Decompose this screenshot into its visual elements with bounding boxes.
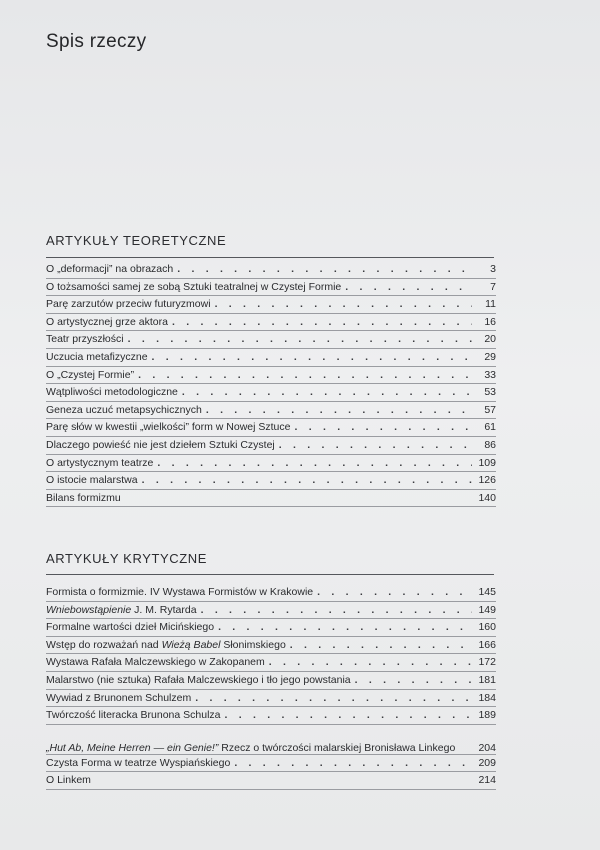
leader-dots <box>201 602 472 620</box>
entry-page: 33 <box>484 368 496 381</box>
leader-dots <box>157 455 472 473</box>
entry-title-wrap <box>46 637 286 655</box>
leader-dots <box>128 331 472 349</box>
entry-page: 126 <box>478 474 496 487</box>
toc-entry[interactable] <box>46 725 496 755</box>
leader-dots <box>218 619 472 637</box>
entry-page: 61 <box>484 421 496 434</box>
entry-title: Formista o formizmie. IV Wystawa Formistów w Krakowie <box>46 586 314 598</box>
entry-title: O „deformacji” na obrazach <box>46 263 174 275</box>
entry-title: Formalne wartości dzieł Micińskiego <box>46 621 215 634</box>
toc-entry[interactable] <box>46 279 496 297</box>
entry-page: 53 <box>484 386 496 399</box>
section-critical <box>46 551 496 790</box>
leader-dots <box>345 279 472 297</box>
leader-dots <box>215 296 472 314</box>
entry-title: Twórczość literacka Brunona Schulza <box>46 709 221 722</box>
toc-entry[interactable] <box>46 772 496 790</box>
page-title: Spis rzeczy <box>46 31 147 52</box>
leader-dots <box>279 437 472 455</box>
entry-page: 140 <box>478 491 496 504</box>
entry-title: Bilans formizmu <box>46 491 121 504</box>
entry-title: O artystycznym teatrze <box>46 456 154 469</box>
entry-page: 209 <box>478 756 496 769</box>
toc-entry[interactable] <box>46 472 496 490</box>
leader-dots <box>172 314 472 332</box>
entry-page: 29 <box>484 350 496 363</box>
toc-entry[interactable] <box>46 367 496 385</box>
entry-title-rest: Słonimskiego <box>220 638 286 651</box>
entry-page: 86 <box>484 438 496 451</box>
leader-dots <box>142 472 472 490</box>
toc-entry[interactable] <box>46 490 496 508</box>
entry-title: Czysta Forma w teatrze Wyspiańskiego <box>46 756 231 769</box>
toc-list <box>46 261 496 507</box>
toc-entry[interactable] <box>46 455 496 473</box>
entry-title-rest: Rzecz o twórczości malarskiej Bronisława Linkego <box>218 741 456 754</box>
entry-title-italic: Wieżą Babel <box>161 638 221 651</box>
entry-title: Uczucia metafizyczne <box>46 350 148 363</box>
toc-entry[interactable] <box>46 602 496 620</box>
leader-dots <box>177 261 472 279</box>
leader-dots <box>355 672 472 690</box>
entry-page: 16 <box>484 315 496 328</box>
leader-dots <box>290 637 472 655</box>
entry-page: 189 <box>478 709 496 722</box>
toc-entry[interactable] <box>46 261 496 279</box>
leader-dots <box>182 384 472 402</box>
entry-page: 3 <box>490 263 496 275</box>
entry-title: O „Czystej Formie” <box>46 368 135 381</box>
entry-title: O artystycznej grze aktora <box>46 315 168 328</box>
toc-entry[interactable] <box>46 331 496 349</box>
entry-page: 204 <box>478 741 496 754</box>
toc-entry[interactable] <box>46 384 496 402</box>
entry-title: Wniebowstąpienie <box>46 603 132 616</box>
entry-title-wrap <box>46 602 197 620</box>
entry-title: Parę słów w kwestii „wielkości” form w Nowej Sztuce <box>46 421 291 434</box>
toc-entry[interactable] <box>46 690 496 708</box>
section-heading: ARTYKUŁY TEORETYCZNE <box>46 233 227 248</box>
toc-entry[interactable] <box>46 619 496 637</box>
entry-page: 20 <box>484 333 496 346</box>
entry-title: „Hut Ab, Meine Herren — ein Genie!” <box>46 741 219 754</box>
toc-entry[interactable] <box>46 314 496 332</box>
entry-page: 57 <box>484 403 496 416</box>
toc-entry[interactable] <box>46 349 496 367</box>
leader-dots <box>234 755 472 773</box>
entry-title: Geneza uczuć metapsychicznych <box>46 403 202 416</box>
leader-dots <box>269 654 472 672</box>
entry-page: 184 <box>478 691 496 704</box>
entry-title: Wystawa Rafała Malczewskiego w Zakopanem <box>46 656 265 669</box>
toc-entry[interactable] <box>46 672 496 690</box>
leader-dots <box>138 367 472 385</box>
section-rule <box>46 574 494 575</box>
toc-entry[interactable] <box>46 402 496 420</box>
toc-entry[interactable] <box>46 584 496 602</box>
entry-title: Malarstwo (nie sztuka) Rafała Malczewskiego i tło jego powstania <box>46 673 351 686</box>
toc-entry[interactable] <box>46 707 496 725</box>
entry-title: Wywiad z Brunonem Schulzem <box>46 691 192 704</box>
entry-page: 160 <box>478 621 496 634</box>
entry-page: 166 <box>478 638 496 651</box>
leader-dots <box>294 419 472 437</box>
entry-page: 7 <box>490 280 496 293</box>
entry-page: 109 <box>478 456 496 469</box>
section-theoretical <box>46 233 496 507</box>
toc-entry[interactable] <box>46 437 496 455</box>
toc-entry[interactable] <box>46 637 496 655</box>
leader-dots <box>317 584 472 602</box>
leader-dots <box>195 690 472 708</box>
leader-dots <box>206 402 472 420</box>
entry-page: 214 <box>478 774 496 787</box>
row-line <box>46 789 496 790</box>
entry-page: 181 <box>478 673 496 686</box>
entry-title: Teatr przyszłości <box>46 333 124 346</box>
entry-page: 149 <box>478 603 496 616</box>
entry-page: 145 <box>478 586 496 598</box>
entry-title: O Linkem <box>46 774 91 787</box>
entry-title: Parę zarzutów przeciw futuryzmowi <box>46 298 211 311</box>
toc-entry[interactable] <box>46 654 496 672</box>
entry-title: Wstęp do rozważań nad <box>46 638 162 651</box>
toc-list <box>46 584 496 790</box>
entry-title: O tożsamości samej ze sobą Sztuki teatralnej w Czystej Formie <box>46 280 342 293</box>
entry-title: O istocie malarstwa <box>46 474 138 487</box>
entry-page: 172 <box>478 656 496 669</box>
section-heading: ARTYKUŁY KRYTYCZNE <box>46 551 208 566</box>
entry-title-wrap <box>46 741 486 755</box>
toc-entry[interactable] <box>46 296 496 314</box>
toc-entry[interactable] <box>46 419 496 437</box>
toc-entry[interactable] <box>46 755 496 773</box>
entry-title: Dlaczego powieść nie jest dziełem Sztuki Czystej <box>46 438 275 451</box>
entry-page: 11 <box>485 298 496 311</box>
section-rule <box>46 257 494 258</box>
leader-dots <box>152 349 472 367</box>
row-line <box>46 506 496 507</box>
entry-title: Wątpliwości metodologiczne <box>46 386 178 399</box>
entry-title-rest: J. M. Rytarda <box>131 603 197 616</box>
leader-dots <box>225 707 473 725</box>
